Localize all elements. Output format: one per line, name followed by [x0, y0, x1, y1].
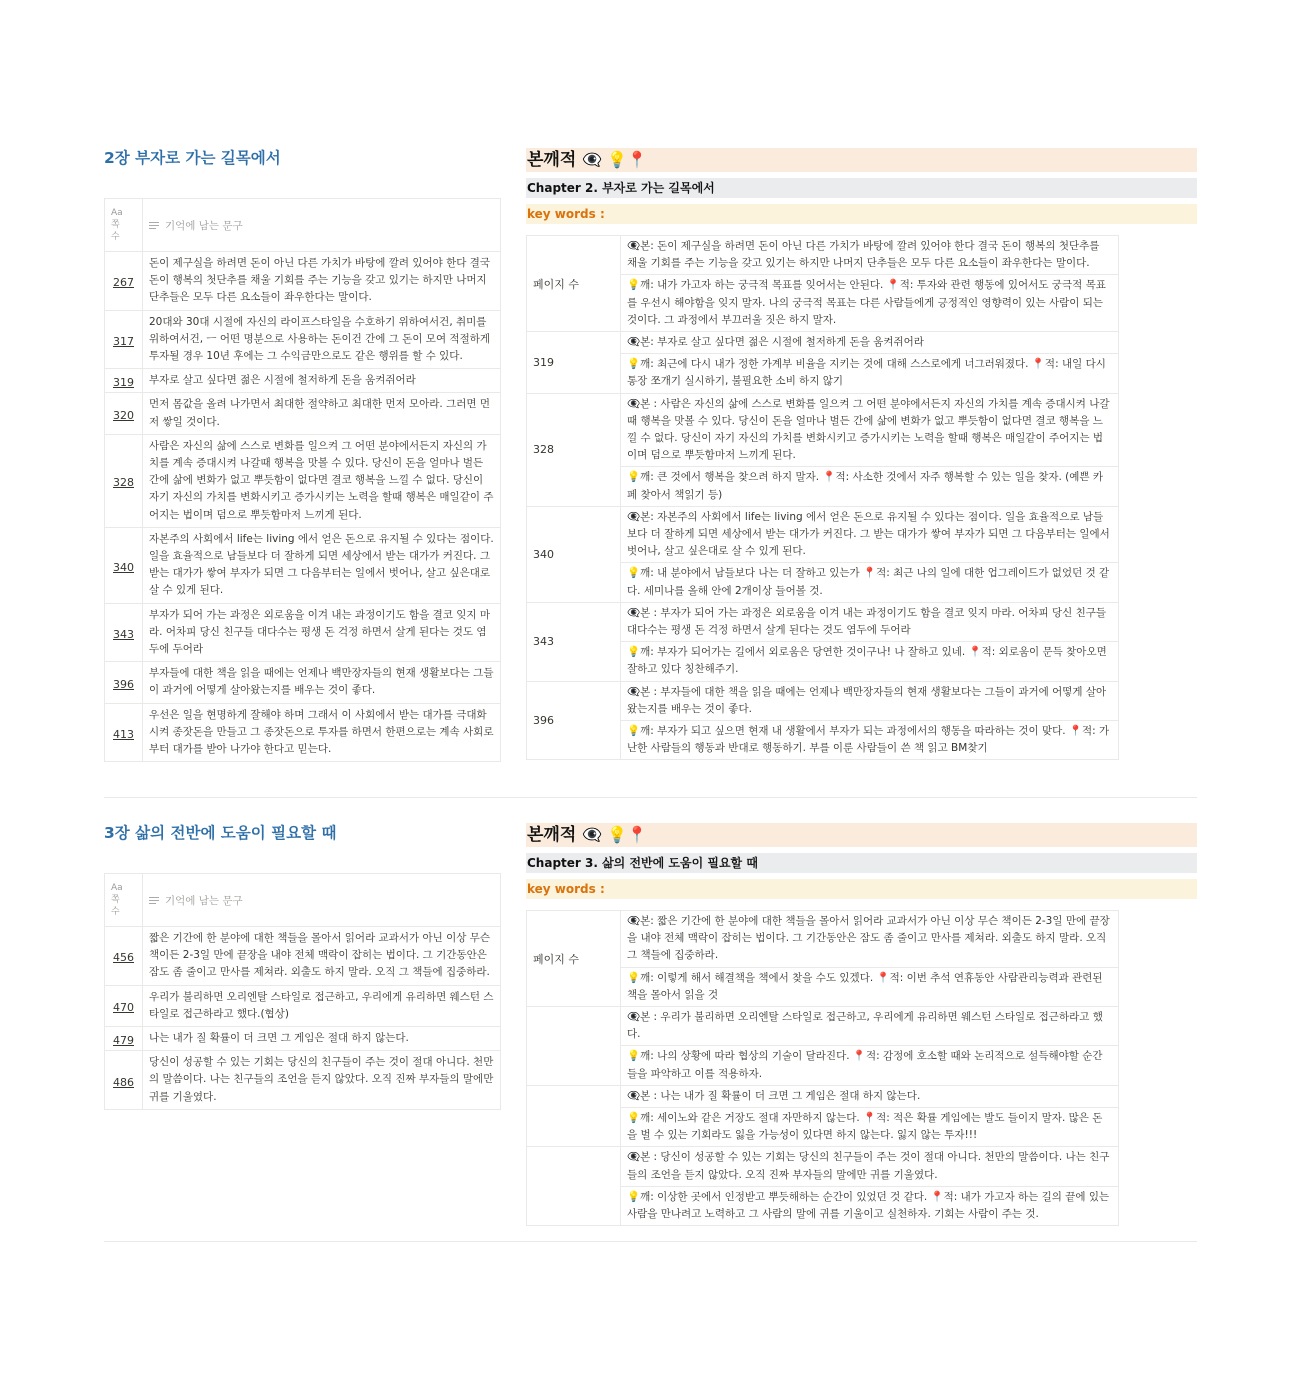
text-lines-icon	[149, 895, 159, 906]
page-link[interactable]: 486	[113, 1075, 134, 1089]
table-row[interactable]	[527, 506, 1119, 563]
page-link[interactable]: 413	[113, 727, 134, 741]
note-cell[interactable]: 👁‍🗨본: 짧은 기간에 한 분야에 대한 책들을 몰아서 읽어라 교과서가 아닌 이상 무슨 책이든 2-3일 만에 끝장을 내야 전체 맥락이 잡히는 법이다. 그 기간동안은 잠도 좀 줄이고 만사를 제쳐라. 외출도 하지 말라. 오직 그 책들에 집중하라.	[621, 911, 1119, 968]
note-cell[interactable]: 👁‍🗨본: 자본주의 사회에서 life는 living 에서 얻은 돈으로 유지될 수 있다는 점이다. 일을 효율적으로 남들보다 더 잘하게 되면 세상에서 받는 대가가 커진다. 그 받는 대가가 쌓여 부자가 되면 그 다음부터는 일에서 벗어나, 살고 싶은대로 살 수 있게 된다.	[621, 506, 1119, 563]
page-column-header-jjok: 쪽	[111, 895, 120, 905]
page-link[interactable]: 456	[113, 951, 134, 965]
note-cell[interactable]: 👁‍🗨본 : 사람은 자신의 삶에 스스로 변화를 일으켜 그 어떤 분야에서든지 자신의 가치를 계속 증대시켜 나갈때 행복을 맛볼 수 있다. 당신이 돈을 얼마나 벌든 간에 삶에 변화가 없고 뿌듯함이 없다면 결코 행복을 느낄 수 없다. 당신이 자기 자신의 가치를 변화시키고 증가시키는 노력을 할때 행복은 매일같이 주어지는 법이며 덤으로 뿌듯함마저 느끼게 된다.	[621, 393, 1119, 467]
chapter-3-notes-column	[526, 815, 1197, 1226]
note-page-cell[interactable]: 328	[527, 393, 621, 506]
quote-column-header[interactable]	[143, 874, 501, 927]
chapter-2-quotes-table	[104, 198, 501, 762]
note-cell[interactable]: 👁‍🗨본 : 부자가 되어 가는 과정은 외로움을 이겨 내는 과정이기도 함을 결코 잊지 마라. 어차피 당신 친구들 대다수는 평생 돈 걱정 하면서 살게 된다는 것도 염두에 두어라	[621, 602, 1119, 641]
page-column-header[interactable]	[105, 199, 143, 252]
quote-cell[interactable]: 20대와 30대 시절에 자신의 라이프스타일을 수호하기 위하여서건, 취미를 위하여서건, ㅡ 어떤 명분으로 사용하는 돈이건 간에 그 돈이 모여 적절하게 투자될 경우 10년 후에는 그 수익금만으로도 같은 행위를 할 수 있다.	[143, 310, 501, 369]
note-cell[interactable]: 💡깨: 내 분야에서 남들보다 나는 더 잘하고 있는가 📍적: 최근 나의 일에 대한 업그레이드가 없었던 것 같다. 세미나를 올해 안에 2개이상 들어볼 것.	[621, 563, 1119, 602]
note-cell[interactable]: 👁‍🗨본 : 부자들에 대한 책을 읽을 때에는 언제나 백만장자들의 현재 생활보다는 그들이 과거에 어떻게 살아왔는지를 배우는 것이 좋다.	[621, 681, 1119, 720]
note-cell[interactable]: 👁‍🗨본 : 나는 내가 질 확률이 더 크면 그 게임은 절대 하지 않는다.	[621, 1085, 1119, 1107]
table-row[interactable]	[527, 393, 1119, 467]
bon-kkae-jeok-heading	[526, 148, 1197, 172]
page-column-header[interactable]	[105, 874, 143, 927]
quote-cell[interactable]: 돈이 제구실을 하려면 돈이 아닌 다른 가치가 바탕에 깔려 있어야 한다 결국 돈이 행복의 첫단추를 채울 기회를 주는 기능을 갖고 있기는 하지만 나머지 단추들은 모두 다른 요소들이 좌우한다는 말이다.	[143, 252, 501, 311]
table-row[interactable]	[527, 1147, 1119, 1186]
chapter-3-quotes-table	[104, 873, 501, 1110]
section-divider	[104, 797, 1197, 798]
table-header-row	[105, 199, 501, 252]
table-row[interactable]	[105, 662, 501, 703]
eye-bulb-pin-icon: 👁‍🗨 💡📍	[582, 150, 648, 169]
table-row[interactable]	[105, 927, 501, 986]
chapter-2-section	[104, 140, 1197, 798]
table-row[interactable]	[105, 310, 501, 369]
note-page-cell[interactable]	[527, 1085, 621, 1147]
note-cell[interactable]: 💡깨: 나의 상황에 따라 협상의 기술이 달라진다. 📍적: 감정에 호소할 때와 논리적으로 설득해야할 순간들을 파악하고 이를 적용하자.	[621, 1046, 1119, 1085]
note-cell[interactable]: 👁‍🗨본 : 우리가 불리하면 오리엔탈 스타일로 접근하고, 우리에게 유리하면 웨스턴 스타일로 접근하라고 했다.	[621, 1007, 1119, 1046]
chapter-2-notes-table	[526, 235, 1119, 760]
table-row[interactable]	[105, 434, 501, 527]
bon-heading-text: 본깨적	[527, 825, 577, 845]
quote-cell[interactable]: 부자로 살고 싶다면 젊은 시절에 철저하게 돈을 움켜쥐어라	[143, 369, 501, 393]
table-row[interactable]	[105, 369, 501, 393]
text-lines-icon	[149, 220, 159, 231]
page-column-header-aa: Aa	[111, 208, 123, 218]
quote-cell[interactable]: 우선은 일을 현명하게 잘해야 하며 그래서 이 사회에서 받는 대가를 극대화 시켜 종잣돈을 만들고 그 종잣돈으로 투자를 하면서 한편으로는 계속 사회로부터 대가를 받아 나가야 한다고 믿는다.	[143, 703, 501, 762]
page-link[interactable]: 343	[113, 627, 134, 641]
page-link[interactable]: 479	[113, 1034, 134, 1048]
note-cell[interactable]: 👁‍🗨본 : 당신이 성공할 수 있는 기회는 당신의 친구들이 주는 것이 절대 아니다. 천만의 말씀이다. 나는 친구들의 조언을 듣지 않았다. 오직 진짜 부자들의 말에만 귀를 기울였다.	[621, 1147, 1119, 1186]
note-cell[interactable]: 💡깨: 이렇게 해서 해결책을 책에서 찾을 수도 있겠다. 📍적: 이번 추석 연휴동안 사람관리능력과 관련된 책을 몰아서 읽을 것	[621, 967, 1119, 1006]
page-link[interactable]: 470	[113, 1001, 134, 1015]
note-page-cell[interactable]	[527, 1147, 621, 1226]
quote-cell[interactable]: 나는 내가 질 확률이 더 크면 그 게임은 절대 하지 않는다.	[143, 1027, 501, 1051]
page-link[interactable]: 317	[113, 334, 134, 348]
note-cell[interactable]: 💡깨: 부자가 되어가는 길에서 외로움은 당연한 것이구나! 나 잘하고 있네. 📍적: 외로움이 문득 찾아오면 잘하고 있다 칭찬해주기.	[621, 642, 1119, 681]
bon-heading-text: 본깨적	[527, 150, 577, 170]
note-cell[interactable]: 💡깨: 이상한 곳에서 인정받고 뿌듯해하는 순간이 있었던 것 같다. 📍적: 내가 가고자 하는 길의 끝에 있는 사람을 만나려고 노력하고 그 사람의 말에 귀를 기울이고 실천하자. 기회는 사람이 주는 것.	[621, 1186, 1119, 1225]
table-row[interactable]	[527, 602, 1119, 641]
table-row[interactable]	[527, 1007, 1119, 1046]
chapter-2-notes-column	[526, 140, 1197, 760]
page-column-header-su: 수	[111, 232, 120, 242]
bon-kkae-jeok-heading	[526, 823, 1197, 847]
table-row[interactable]	[105, 393, 501, 434]
quote-cell[interactable]: 자본주의 사회에서 life는 living 에서 얻은 돈으로 유지될 수 있다는 점이다. 일을 효율적으로 남들보다 더 잘하게 되면 세상에서 받는 대가가 커진다. 그 받는 대가가 쌓여 부자가 되면 그 다음부터는 일에서 벗어나, 살고 싶은대로 살 수 있게 된다.	[143, 527, 501, 603]
table-row[interactable]	[527, 681, 1119, 720]
table-row[interactable]	[527, 332, 1119, 354]
note-page-cell[interactable]: 343	[527, 602, 621, 681]
table-row[interactable]	[527, 1085, 1119, 1107]
chapter-2-title: 2장 부자로 가는 길목에서	[104, 149, 281, 167]
note-cell[interactable]: 💡깨: 부자가 되고 싶으면 현재 내 생활에서 부자가 되는 과정에서의 행동을 따라하는 것이 맞다. 📍적: 가난한 사람들의 행동과 반대로 행동하기. 부를 이룬 사람들이 쓴 책 읽고 BM찾기	[621, 721, 1119, 760]
note-cell[interactable]: 👁‍🗨본: 부자로 살고 싶다면 젊은 시절에 철저하게 돈을 움켜쥐어라	[621, 332, 1119, 354]
section-divider	[104, 1241, 1197, 1242]
page-column-header-su: 수	[111, 907, 120, 917]
table-row[interactable]	[527, 911, 1119, 968]
quote-column-label: 기억에 남는 문구	[165, 894, 243, 907]
page-link[interactable]: 340	[113, 560, 134, 574]
note-page-cell[interactable]: 페이지 수	[527, 236, 621, 332]
note-page-cell[interactable]: 페이지 수	[527, 911, 621, 1007]
page-link[interactable]: 396	[113, 677, 134, 691]
table-row[interactable]	[105, 252, 501, 311]
table-row[interactable]	[105, 1051, 501, 1110]
note-page-cell[interactable]	[527, 1007, 621, 1086]
table-row[interactable]	[105, 527, 501, 603]
chapter-2-quotes-column	[104, 140, 501, 762]
chapter-3-section	[104, 815, 1197, 1242]
table-row[interactable]	[105, 603, 501, 662]
table-row[interactable]	[105, 1027, 501, 1051]
quote-cell[interactable]: 우리가 불리하면 오리엔탈 스타일로 접근하고, 우리에게 유리하면 웨스턴 스타일로 접근하라고 했다.(협상)	[143, 985, 501, 1026]
page-link[interactable]: 319	[113, 376, 134, 390]
note-cell[interactable]: 💡깨: 최근에 다시 내가 정한 가계부 비율을 지키는 것에 대해 스스로에게 너그러워졌다. 📍적: 내일 다시 통장 쪼개기 실시하기, 불필요한 소비 하지 않기	[621, 354, 1119, 393]
note-cell[interactable]: 👁‍🗨본: 돈이 제구실을 하려면 돈이 아닌 다른 가치가 바탕에 깔려 있어야 한다 결국 돈이 행복의 첫단추를 채울 기회를 주는 기능을 갖고 있기는 하지만 나머지 단추들은 모두 다른 요소들이 좌우한다는 말이다.	[621, 236, 1119, 275]
page-column-header-aa: Aa	[111, 883, 123, 893]
quote-column-header[interactable]	[143, 199, 501, 252]
page-link[interactable]: 320	[113, 409, 134, 423]
page-column-header-jjok: 쪽	[111, 220, 120, 230]
chapter-3-notes-table	[526, 910, 1119, 1226]
quote-column-label: 기억에 남는 문구	[165, 219, 243, 232]
quote-cell[interactable]: 먼저 몸값을 올려 나가면서 최대한 절약하고 최대한 먼저 모아라. 그러면 먼저 쌓일 것이다.	[143, 393, 501, 434]
quote-cell[interactable]: 짧은 기간에 한 분야에 대한 책들을 몰아서 읽어라 교과서가 아닌 이상 무슨 책이든 2-3일 만에 끝장을 내야 전체 맥락이 잡히는 법이다. 그 기간동안은 잠도 좀 줄이고 만사를 제쳐라. 외출도 하지 말라. 오직 그 책들에 집중하라.	[143, 927, 501, 986]
quote-cell[interactable]: 부자들에 대한 책을 읽을 때에는 언제나 백만장자들의 현재 생활보다는 그들이 과거에 어떻게 살아왔는지를 배우는 것이 좋다.	[143, 662, 501, 703]
quote-cell[interactable]: 당신이 성공할 수 있는 기회는 당신의 친구들이 주는 것이 절대 아니다. 천만의 말씀이다. 나는 친구들의 조언을 듣지 않았다. 오직 진짜 부자들의 말에만 귀를 기울였다.	[143, 1051, 501, 1110]
note-page-cell[interactable]: 319	[527, 332, 621, 394]
note-page-cell[interactable]: 396	[527, 681, 621, 760]
keywords-label: key words :	[526, 204, 1197, 224]
table-row[interactable]	[105, 985, 501, 1026]
table-header-row	[105, 874, 501, 927]
chapter-3-quotes-column	[104, 815, 501, 1110]
chapter-label: Chapter 3. 삶의 전반에 도움이 필요할 때	[526, 853, 1197, 873]
note-cell[interactable]: 💡깨: 세이노와 같은 거장도 절대 자만하지 않는다. 📍적: 적은 확률 게임에는 발도 들이지 말자. 많은 돈을 벌 수 있는 기회라도 잃을 가능성이 있다면 하지 않는다. 잃지 않는 투자!!!	[621, 1108, 1119, 1147]
chapter-3-title: 3장 삶의 전반에 도움이 필요할 때	[104, 824, 337, 842]
quote-cell[interactable]: 부자가 되어 가는 과정은 외로움을 이겨 내는 과정이기도 함을 결코 잊지 마라. 어차피 당신 친구들 대다수는 평생 돈 걱정 하면서 살게 된다는 것도 염두에 두어라	[143, 603, 501, 662]
note-cell[interactable]: 💡깨: 큰 것에서 행복을 찾으려 하지 말자. 📍적: 사소한 것에서 자주 행복할 수 있는 일을 찾자. (예쁜 카페 찾아서 책읽기 등)	[621, 467, 1119, 506]
quote-cell[interactable]: 사람은 자신의 삶에 스스로 변화를 일으켜 그 어떤 분야에서든지 자신의 가치를 계속 증대시켜 나갈때 행복을 맛볼 수 있다. 당신이 돈을 얼마나 벌든 간에 삶에 변화가 없고 뿌듯함이 없다면 결코 행복을 느낄 수 없다. 당신이 자기 자신의 가치를 변화시키고 증가시키는 노력을 할때 행복은 매일같이 주어지는 법이며 덤으로 뿌듯함마저 느끼게 된다.	[143, 434, 501, 527]
page-link[interactable]: 267	[113, 276, 134, 290]
eye-bulb-pin-icon: 👁‍🗨 💡📍	[582, 825, 648, 844]
table-row[interactable]	[105, 703, 501, 762]
table-row[interactable]	[527, 236, 1119, 275]
note-cell[interactable]: 💡깨: 내가 가고자 하는 궁극적 목표를 잊어서는 안된다. 📍적: 투자와 관련 행동에 있어서도 궁극적 목표를 우선시 해야함을 잊지 말자. 나의 궁극적 목표는 다른 사람들에게 긍정적인 영향력이 있는 사람이 되는 것이다. 그 과정에서 부끄러울 짓은 하지 말자.	[621, 275, 1119, 332]
chapter-label: Chapter 2. 부자로 가는 길목에서	[526, 178, 1197, 198]
page-link[interactable]: 328	[113, 476, 134, 490]
keywords-label: key words :	[526, 879, 1197, 899]
note-page-cell[interactable]: 340	[527, 506, 621, 602]
